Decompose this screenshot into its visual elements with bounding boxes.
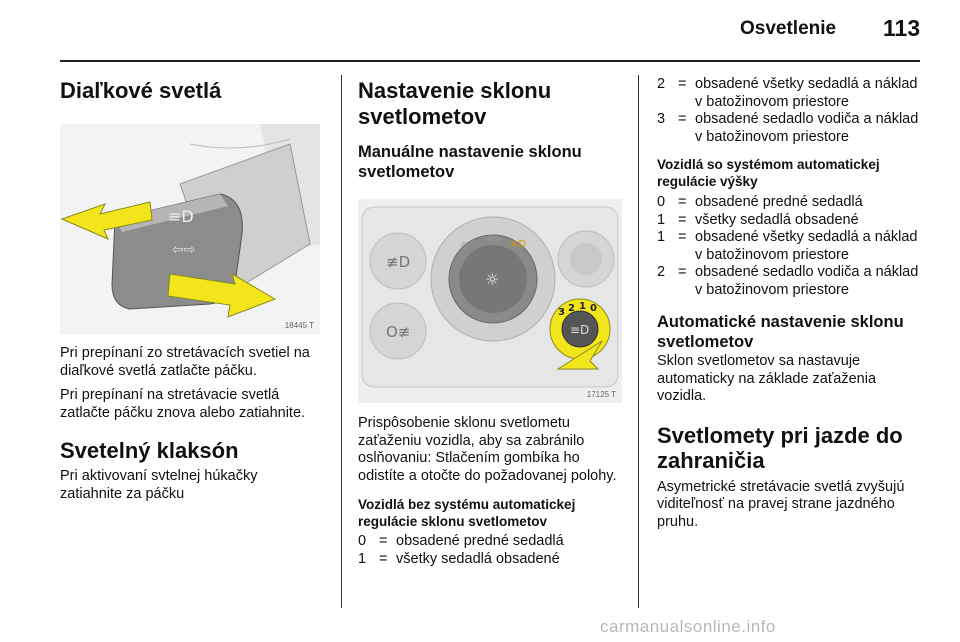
figure-code: 18445 T: [284, 321, 314, 330]
headlight-range-icon: ≡D: [570, 323, 590, 337]
dial-digit: 3: [558, 307, 565, 318]
paragraph-adjust: Prispôsobenie sklonu svetlometu zaťaženiu vozidla, aby sa zabránilo oslňovaniu: Stlačením gombíka ho odistíte a otočte do požadovanej polohy.: [358, 415, 617, 484]
low-beam-icon: ≡D: [510, 239, 527, 250]
header-divider: [60, 60, 920, 62]
heading-manual-adjust: Manuálne nastavenie sklonu svetlometov: [358, 143, 582, 181]
column-1: [60, 76, 320, 503]
list-without-auto: [358, 533, 623, 568]
heading-auto-adjust: Automatické nastavenie sklonu svetlometov: [657, 313, 904, 351]
dial-digit: 1: [579, 301, 586, 312]
paragraph-switch-high: Pri prepínaní zo stretávacích svetiel na diaľkové svetlá zatlačte páčku.: [60, 345, 310, 379]
paragraph-auto: Sklon svetlometov sa nastavuje automaticky na základe zaťaženia vozidla.: [657, 353, 877, 404]
figure-code: 17125 T: [586, 390, 616, 399]
heading-headlight-flash: Svetelný klaksón: [60, 438, 239, 463]
paragraph-switch-low: Pri prepínaní na stretávacie svetlá zatlačte páčku znova alebo zatiahnite.: [60, 387, 306, 421]
figure-stalk: [60, 124, 320, 334]
column-2: [358, 76, 623, 568]
section-title: Osvetlenie: [740, 18, 837, 39]
watermark: carmanualsonline.info: [600, 617, 776, 636]
list-item: 3 = obsadené sedadlo vodiča a náklad v batožinovom priestore: [657, 111, 919, 145]
column-3: [657, 76, 927, 531]
dial-digit: 2: [568, 303, 575, 314]
heading-range-adjust: Nastavenie sklonu svetlometov: [358, 78, 552, 129]
fog-light-front-icon: ≢D: [386, 253, 411, 271]
heading-driving-abroad: Svetlomety pri jazde do zahraničia: [657, 422, 903, 473]
turn-signal-icon: ⇦⇨: [172, 242, 196, 258]
stalk-illustration: [60, 124, 320, 334]
list-item: 2 = obsadené všetky sedadlá a náklad v batožinovom priestore: [657, 76, 918, 110]
list-item: 1 = všetky sedadlá obsadené: [657, 211, 859, 228]
fog-light-rear-icon: O≢: [386, 323, 411, 341]
column-divider-2: [638, 75, 639, 608]
heading-with-auto: Vozidlá so systémom automatickej regulácie výšky: [657, 157, 880, 189]
figure-light-switch: [358, 199, 622, 403]
dial-digit: 0: [590, 303, 597, 314]
heading-high-beam: Diaľkové svetlá: [60, 78, 222, 103]
list-item: 2 = obsadené sedadlo vodiča a náklad v batožinovom priestore: [657, 264, 919, 298]
list-without-auto-continued: [657, 76, 927, 146]
list-item: 1 = všetky sedadlá obsadené: [358, 550, 560, 567]
list-item: 0 = obsadené predné sedadlá: [657, 194, 863, 210]
position-zero-label: 0: [461, 241, 468, 252]
parking-light-icon: -oo-: [483, 233, 503, 244]
light-switch-icon: ☼: [485, 270, 500, 289]
high-beam-icon: ≡D: [168, 207, 194, 226]
list-item: 0 = obsadené predné sedadlá: [358, 533, 564, 549]
paragraph-abroad: Asymetrické stretávacie svetlá zvyšujú viditeľnosť na pravej strane jazdného pruhu.: [657, 478, 905, 530]
column-divider-1: [341, 75, 342, 608]
page-number: 113: [883, 15, 921, 41]
heading-without-auto: Vozidlá bez systému automatickej regulácie sklonu svetlometov: [358, 497, 576, 529]
list-item: 1 = obsadené všetky sedadlá a náklad v batožinovom priestore: [657, 229, 918, 263]
paragraph-flash: Pri aktivovaní svtelnej húkačky zatiahnite za páčku: [60, 468, 258, 502]
list-with-auto: [657, 194, 927, 299]
light-switch-illustration: [358, 199, 622, 403]
